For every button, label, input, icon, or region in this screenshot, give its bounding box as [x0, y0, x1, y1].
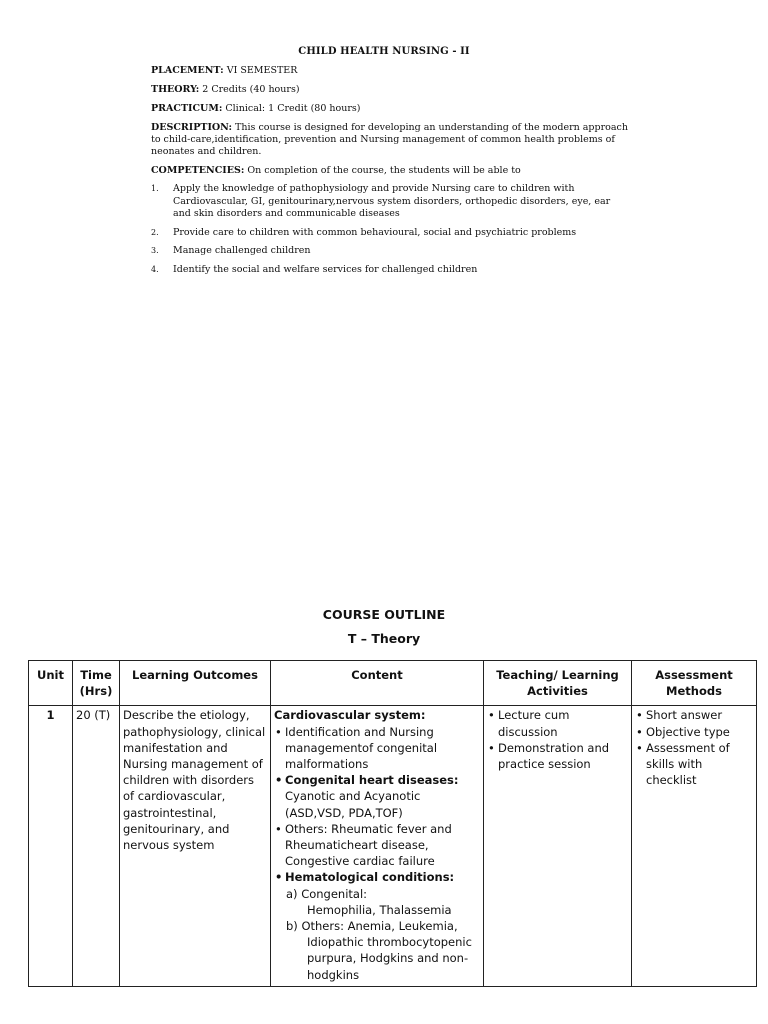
practicum-value: Clinical: 1 Credit (80 hours)	[222, 103, 361, 114]
table-row	[29, 706, 757, 986]
time-cell: 20 (T)	[73, 706, 120, 986]
sub-item-detail: Hemophilia, Thalassemia	[307, 902, 452, 917]
competencies-label: COMPETENCIES:	[151, 165, 245, 176]
competency-item	[151, 264, 631, 277]
sub-item-label: a) Congenital:	[286, 886, 368, 901]
activity-item: • Lecture cum discussion	[487, 707, 628, 739]
competency-number: 4.	[151, 264, 159, 274]
content-item	[274, 772, 480, 788]
content-cell	[271, 706, 484, 986]
competency-item	[151, 227, 631, 240]
description-label: DESCRIPTION:	[151, 122, 233, 133]
teaching-activities-cell	[484, 706, 632, 986]
description-paragraph	[151, 122, 631, 158]
header-time: Time (Hrs)	[73, 661, 120, 706]
competency-text: Manage challenged children	[173, 245, 311, 257]
competencies-line	[151, 165, 631, 177]
content-list	[274, 724, 480, 789]
sub-item-text: b) Others: Anemia, Leukemia, Idiopathic thrombocytopenic purpura, Hodgkins and non-hodgkins	[286, 919, 472, 982]
placement-line	[151, 65, 631, 77]
content-item: • Others: Rheumatic fever and Rheumaticheart disease, Congestive cardiac failure	[274, 821, 480, 870]
header-learning-outcomes: Learning Outcomes	[120, 661, 271, 706]
header-teaching-activities: Teaching/ Learning Activities	[484, 661, 632, 706]
course-outline-table	[28, 660, 757, 987]
competency-text: Apply the knowledge of pathophysiology and provide Nursing care to children with Cardiovascular, GI, genitourinary,nervous system disorders, orthopedic disorders, eye, ear and skin disorders and communicable diseases	[173, 183, 611, 220]
assessment-item: • Short answer	[635, 707, 753, 723]
content-item-label: Congenital heart diseases:	[285, 773, 459, 788]
unit-cell: 1	[29, 706, 73, 986]
content-detail: Cyanotic and Acyanotic (ASD,VSD, PDA,TOF)	[285, 789, 421, 820]
header-content: Content	[271, 661, 484, 706]
header-unit: Unit	[29, 661, 73, 706]
assessment-item: • Objective type	[635, 724, 753, 740]
sub-item-label	[286, 918, 480, 983]
practicum-label: PRACTICUM:	[151, 103, 223, 114]
header-assessment-methods: Assessment Methods	[632, 661, 757, 706]
competency-item	[151, 245, 631, 258]
placement-value: VI SEMESTER	[223, 65, 298, 76]
learning-outcomes-cell: Describe the etiology, pathophysiology, clinical manifestation and Nursing management of children with disorders of cardiovascular, gastrointestinal, genitourinary, and nervous system	[120, 706, 271, 986]
table-header-row	[29, 661, 757, 706]
competency-number: 3.	[151, 246, 159, 256]
theory-value: 2 Credits (40 hours)	[199, 84, 300, 95]
description-text: This course is designed for developing an understanding of the modern approach to child-care,identification, prevention and Nursing management of common health problems of neonates and children.	[151, 122, 628, 157]
content-item: • Hematological conditions:	[274, 869, 480, 885]
competencies-intro: On completion of the course, the students will be able to	[244, 165, 521, 176]
competency-number: 1.	[151, 184, 159, 193]
course-outline-subtitle: T – Theory	[347, 631, 421, 646]
practicum-line	[151, 103, 631, 115]
theory-line	[151, 84, 631, 96]
competencies-list	[151, 183, 631, 283]
activity-item: • Demonstration and practice session	[487, 740, 628, 772]
assessment-methods-cell	[632, 706, 757, 986]
competency-number: 2.	[151, 227, 159, 237]
content-heading: Cardiovascular system:	[274, 708, 426, 723]
assessment-list	[635, 707, 753, 788]
content-sublist	[274, 886, 480, 983]
placement-label: PLACEMENT:	[151, 65, 224, 76]
competency-text: Provide care to children with common behavioural, social and psychiatric problems	[173, 226, 577, 238]
assessment-item: • Assessment of skills with checklist	[635, 740, 753, 789]
document-title: CHILD HEALTH NURSING - II	[298, 46, 470, 57]
content-item: • Identification and Nursing managementof congenital malformations	[274, 724, 480, 773]
content-list	[274, 821, 480, 886]
competency-text: Identify the social and welfare services for challenged children	[173, 263, 478, 275]
course-outline-title: COURSE OUTLINE	[322, 607, 446, 622]
theory-label: THEORY:	[151, 84, 200, 95]
competency-item	[151, 183, 631, 221]
activities-list	[487, 707, 628, 772]
